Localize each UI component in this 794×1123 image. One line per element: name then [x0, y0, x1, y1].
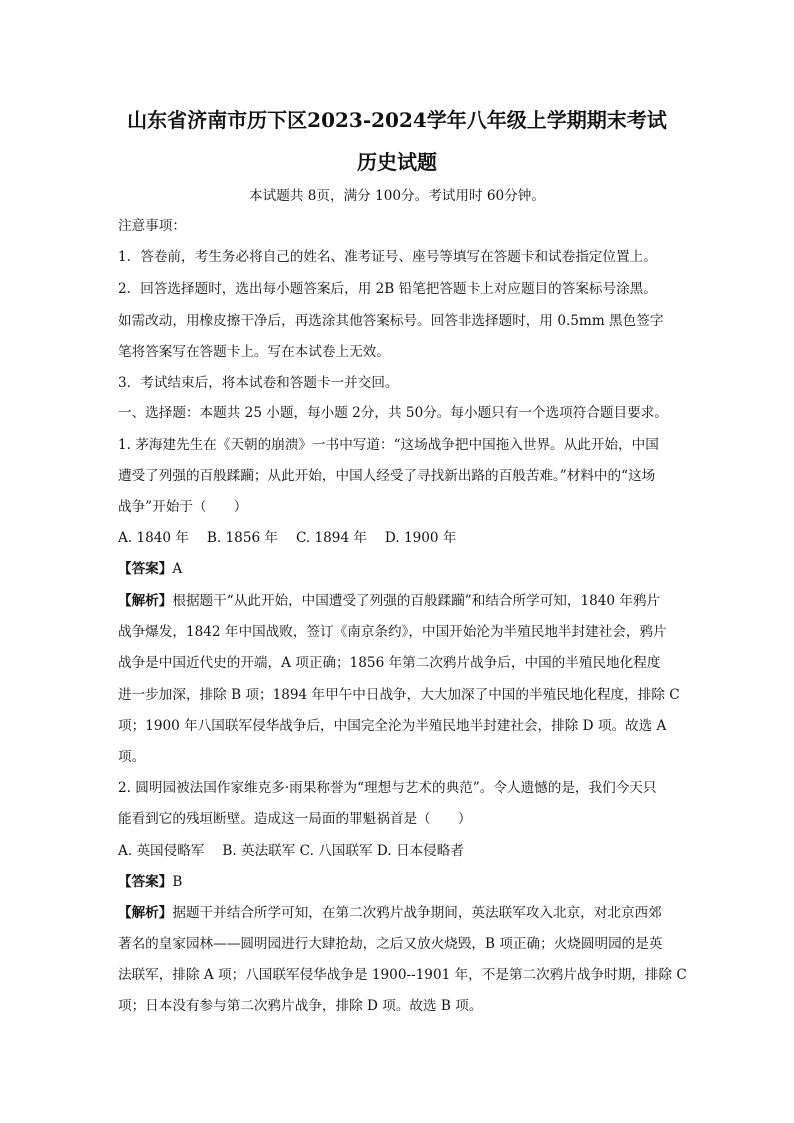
question-1-options: A. 1840 年 B. 1856 年 C. 1894 年 D. 1900 年: [118, 530, 457, 546]
notice-item-2: 2．回答选择题时，选出每小题答案后，用 2B 铅笔把答题卡上对应题目的答案标号涂黑。: [118, 281, 657, 297]
question-1-analysis-cont: 项。: [118, 749, 146, 765]
exam-subject-title: 历史试题: [357, 150, 437, 174]
question-1-answer: [118, 560, 182, 578]
question-2-options: A. 英国侵略军 B. 英法联军 C. 八国联军 D. 日本侵略者: [118, 843, 464, 859]
notice-item-1: 1．答卷前，考生务必将自己的姓名、准考证号、座号等填写在答题卡和试卷指定位置上。: [118, 249, 657, 265]
notice-item-3: 3．考试结束后，将本试卷和答题卡一并交回。: [118, 375, 399, 391]
answer-value: B: [172, 874, 183, 890]
analysis-text: 根据题干“从此开始，中国遭受了列强的百般蹂躏”和结合所学可知，1840 年鸦片: [172, 593, 661, 609]
answer-tag: 【答案】: [118, 874, 173, 890]
question-1-stem: 1. 茅海建先生在《天朝的崩溃》一书中写道：“这场战争把中国拖入世界。从此开始，中国: [118, 437, 659, 453]
answer-tag: 【答案】: [118, 561, 173, 577]
notice-item-2-cont: 笔将答案写在答题卡上。写在本试卷上无效。: [118, 344, 390, 360]
exam-info: 本试题共 8页，满分 100分。考试用时 60分钟。: [249, 188, 545, 204]
question-1-stem-cont: 战争”开始于（ ）: [118, 499, 248, 515]
question-2-stem-cont: 能看到它的残垣断壁。造成这一局面的罪魁祸首是（ ）: [118, 811, 472, 827]
question-1-analysis-cont: 战争爆发，1842 年中国战败，签订《南京条约》，中国开始沦为半殖民地半封建社会，鸦片: [118, 624, 667, 640]
question-1-analysis-cont: 战争是中国近代史的开端，A 项正确；1856 年第二次鸦片战争后，中国的半殖民地化程度: [118, 655, 661, 671]
question-2-analysis-cont: 法联军，排除 A 项；八国联军侵华战争是 1900--1901 年，不是第二次鸦片战争时期，排除 C: [118, 967, 687, 983]
answer-value: A: [172, 561, 183, 577]
section-heading: 一、选择题：本题共 25 小题，每小题 2分，共 50分。每小题只有一个选项符合题目要求。: [118, 405, 668, 421]
question-1-stem-cont: 遭受了列强的百般蹂躏；从此开始，中国人经受了寻找新出路的百般苦难。”材料中的“这场: [118, 468, 656, 484]
question-1-analysis: [118, 592, 660, 610]
question-1-analysis-cont: 项；1900 年八国联军侵华战争后，中国完全沦为半殖民地半封建社会，排除 D 项。故选 A: [118, 718, 667, 734]
question-2-analysis-cont: 项；日本没有参与第二次鸦片战争，排除 D 项。故选 B 项。: [118, 998, 483, 1014]
notice-heading: 注意事项：: [118, 218, 186, 234]
analysis-tag: 【解析】: [118, 905, 173, 921]
question-2-answer: [118, 873, 182, 891]
exam-title: 山东省济南市历下区2023-2024学年八年级上学期期末考试: [127, 108, 667, 132]
question-2-analysis-cont: 著名的皇家园林——圆明园进行大肆抢劫，之后又放火烧毁，B 项正确；火烧圆明园的是英: [118, 936, 663, 952]
analysis-tag: 【解析】: [118, 593, 173, 609]
notice-item-2-cont: 如需改动，用橡皮擦干净后，再选涂其他答案标号。回答非选择题时，用 0.5mm 黑色签字: [118, 313, 664, 329]
analysis-text: 据题干并结合所学可知，在第二次鸦片战争期间，英法联军攻入北京，对北京西郊: [172, 905, 662, 921]
question-2-analysis: [118, 904, 662, 922]
question-1-analysis-cont: 进一步加深，排除 B 项；1894 年甲午中日战争，大大加深了中国的半殖民地化程度，排除 C: [118, 687, 680, 703]
question-2-stem: 2. 圆明园被法国作家维克多·雨果称誉为“理想与艺术的典范”。令人遗憾的是，我们今天只: [118, 780, 657, 796]
